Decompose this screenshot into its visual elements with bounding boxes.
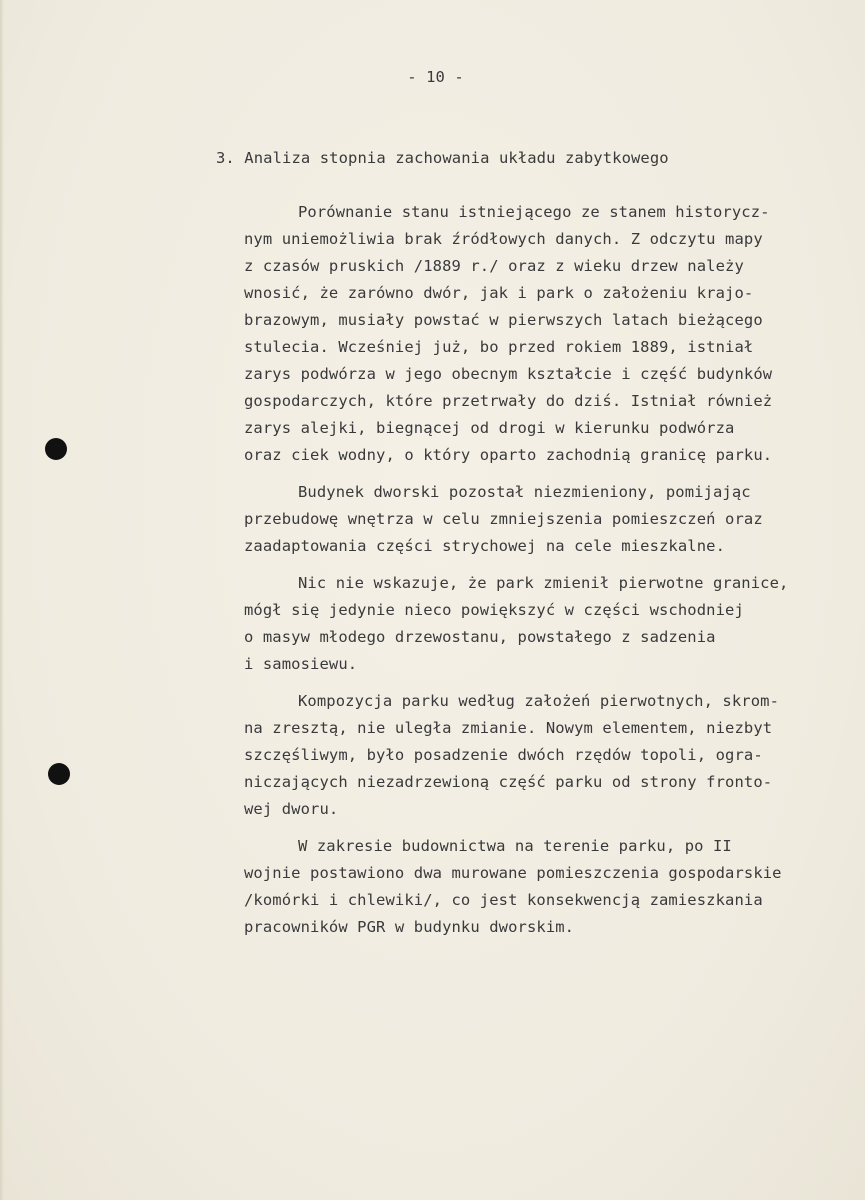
page-edge-shadow <box>0 0 4 1200</box>
text-line: o masyw młodego drzewostanu, powstałego z sadzenia <box>244 628 716 646</box>
text-line: zarys alejki, biegnącej od drogi w kierunku podwórza <box>244 419 735 437</box>
text-line: oraz ciek wodny, o który oparto zachodnią granicę parku. <box>244 446 773 464</box>
text-line: wojnie postawiono dwa murowane pomieszczenia gospodarskie <box>244 864 782 882</box>
text-line: gospodarczych, które przetrwały do dziś. Istniał również <box>244 392 773 410</box>
paragraph <box>244 479 848 560</box>
text-line: Kompozycja parku według założeń pierwotnych, skrom- <box>298 692 780 710</box>
text-line: wnosić, że zarówno dwór, jak i park o założeniu krajo- <box>244 284 754 302</box>
text-line: Nic nie wskazuje, że park zmienił pierwotne granice, <box>298 574 789 592</box>
text-line: zarys podwórza w jego obecnym kształcie i część budynków <box>244 365 773 383</box>
paragraph-gap <box>244 560 848 570</box>
text-line: Budynek dworski pozostał niezmieniony, pomijając <box>298 483 751 501</box>
text-line: W zakresie budownictwa na terenie parku, po II <box>298 837 732 855</box>
text-line: na zresztą, nie uległa zmianie. Nowym elementem, niezbyt <box>244 719 773 737</box>
text-line: Porównanie stanu istniejącego ze stanem historycz- <box>298 203 770 221</box>
text-line: stulecia. Wcześniej już, bo przed rokiem 1889, istniał <box>244 338 754 356</box>
body-text <box>244 199 848 941</box>
paragraph <box>244 199 848 469</box>
text-line: przebudowę wnętrza w celu zmniejszenia pomieszczeń oraz <box>244 510 763 528</box>
paragraph <box>244 833 848 941</box>
punch-hole-icon <box>45 438 67 460</box>
paragraph-gap <box>244 469 848 479</box>
text-line: wej dworu. <box>244 800 339 818</box>
paragraph <box>244 570 848 678</box>
text-line: zaadaptowania części strychowej na cele mieszkalne. <box>244 537 726 555</box>
text-line: pracowników PGR w budynku dworskim. <box>244 918 575 936</box>
text-line: niczających niezadrzewioną część parku od strony fronto- <box>244 773 773 791</box>
paragraph-gap <box>244 678 848 688</box>
text-line: brazowym, musiały powstać w pierwszych latach bieżącego <box>244 311 763 329</box>
text-line: mógł się jedynie nieco powiększyć w części wschodniej <box>244 601 744 619</box>
paragraph <box>244 688 848 823</box>
text-line: nym uniemożliwia brak źródłowych danych. Z odczytu mapy <box>244 230 763 248</box>
section-heading: 3. Analiza stopnia zachowania układu zabytkowego <box>216 149 669 167</box>
paragraph-gap <box>244 823 848 833</box>
text-line: i samosiewu. <box>244 655 358 673</box>
punch-hole-icon <box>48 763 70 785</box>
text-line: /komórki i chlewiki/, co jest konsekwencją zamieszkania <box>244 891 763 909</box>
text-line: z czasów pruskich /1889 r./ oraz z wieku drzew należy <box>244 257 744 275</box>
text-line: szczęśliwym, było posadzenie dwóch rzędów topoli, ogra- <box>244 746 763 764</box>
page-number: - 10 - <box>407 68 464 86</box>
